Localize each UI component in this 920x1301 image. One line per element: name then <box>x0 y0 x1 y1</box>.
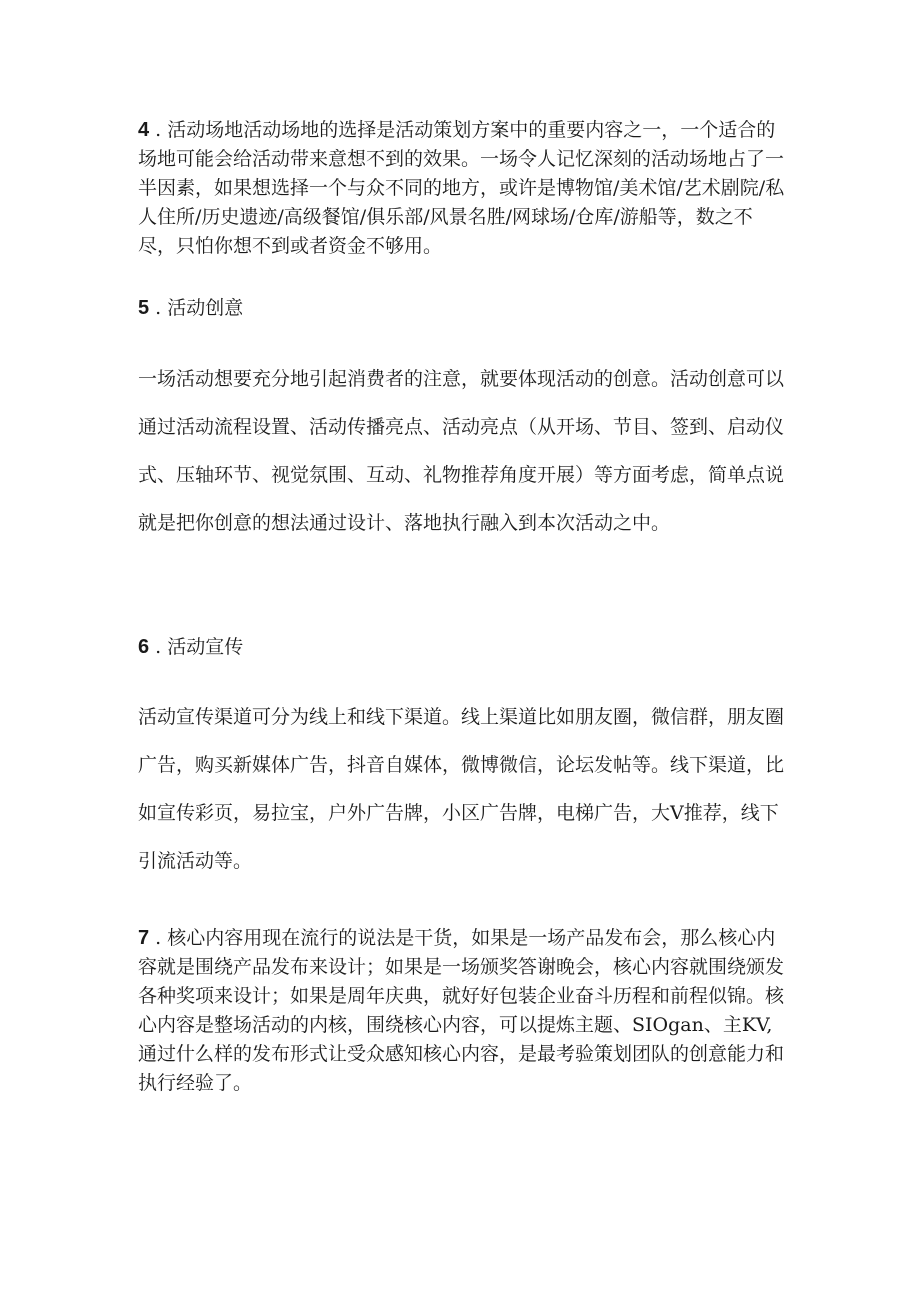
section-4-number: 4 <box>138 119 150 141</box>
section-6-number: 6 <box>138 636 150 658</box>
section-6-heading <box>138 633 786 661</box>
section-7-text: . 核心内容用现在流行的说法是干货，如果是一场产品发布会，那么核心内容就是围绕产品发布来设计；如果是一场颁奖答谢晚会，核心内容就围绕颁发各种奖项来设计；如果是周年庆典，就好好包装企业奋斗历程和前程似锦。核心内容是整场活动的内核，围绕核心内容，可以提炼主题、SIOgan、主KV,通过什么样的发布形式让受众感知核心内容，是最考验策划团队的创意能力和执行经验了。 <box>138 927 785 1094</box>
section-5-heading <box>138 294 786 322</box>
section-7-number: 7 <box>138 927 150 949</box>
section-5-number: 5 <box>138 297 150 319</box>
section-7-paragraph <box>138 924 786 1098</box>
section-6-heading-text: . 活动宣传 <box>155 636 244 658</box>
section-6-text: 活动宣传渠道可分为线上和线下渠道。线上渠道比如朋友圈，微信群，朋友圈广告，购买新媒体广告，抖音自媒体，微博微信，论坛发帖等。线下渠道，比如宣传彩页，易拉宝，户外广告牌，小区广告牌，电梯广告，大V推荐，线下引流活动等。 <box>138 706 785 872</box>
section-5-text: 一场活动想要充分地引起消费者的注意，就要体现活动的创意。活动创意可以通过活动流程设置、活动传播亮点、活动亮点（从开场、节目、签到、启动仪式、压轴环节、视觉氛围、互动、礼物推荐角度开展）等方面考虑，简单点说就是把你创意的想法通过设计、落地执行融入到本次活动之中。 <box>138 368 785 534</box>
section-5-heading-text: . 活动创意 <box>155 297 244 319</box>
section-6-paragraph <box>138 693 786 885</box>
section-5-paragraph <box>138 355 786 547</box>
section-4-paragraph <box>138 116 786 261</box>
section-4-text: . 活动场地活动场地的选择是活动策划方案中的重要内容之一，一个适合的场地可能会给活动带来意想不到的效果。一场令人记忆深刻的活动场地占了一半因素，如果想选择一个与众不同的地方，或许是博物馆/美术馆/艺术剧院/私人住所/历史遗迹/高级餐馆/俱乐部/风景名胜/网球场/仓库/游船等，数之不尽，只怕你想不到或者资金不够用。 <box>138 119 785 257</box>
